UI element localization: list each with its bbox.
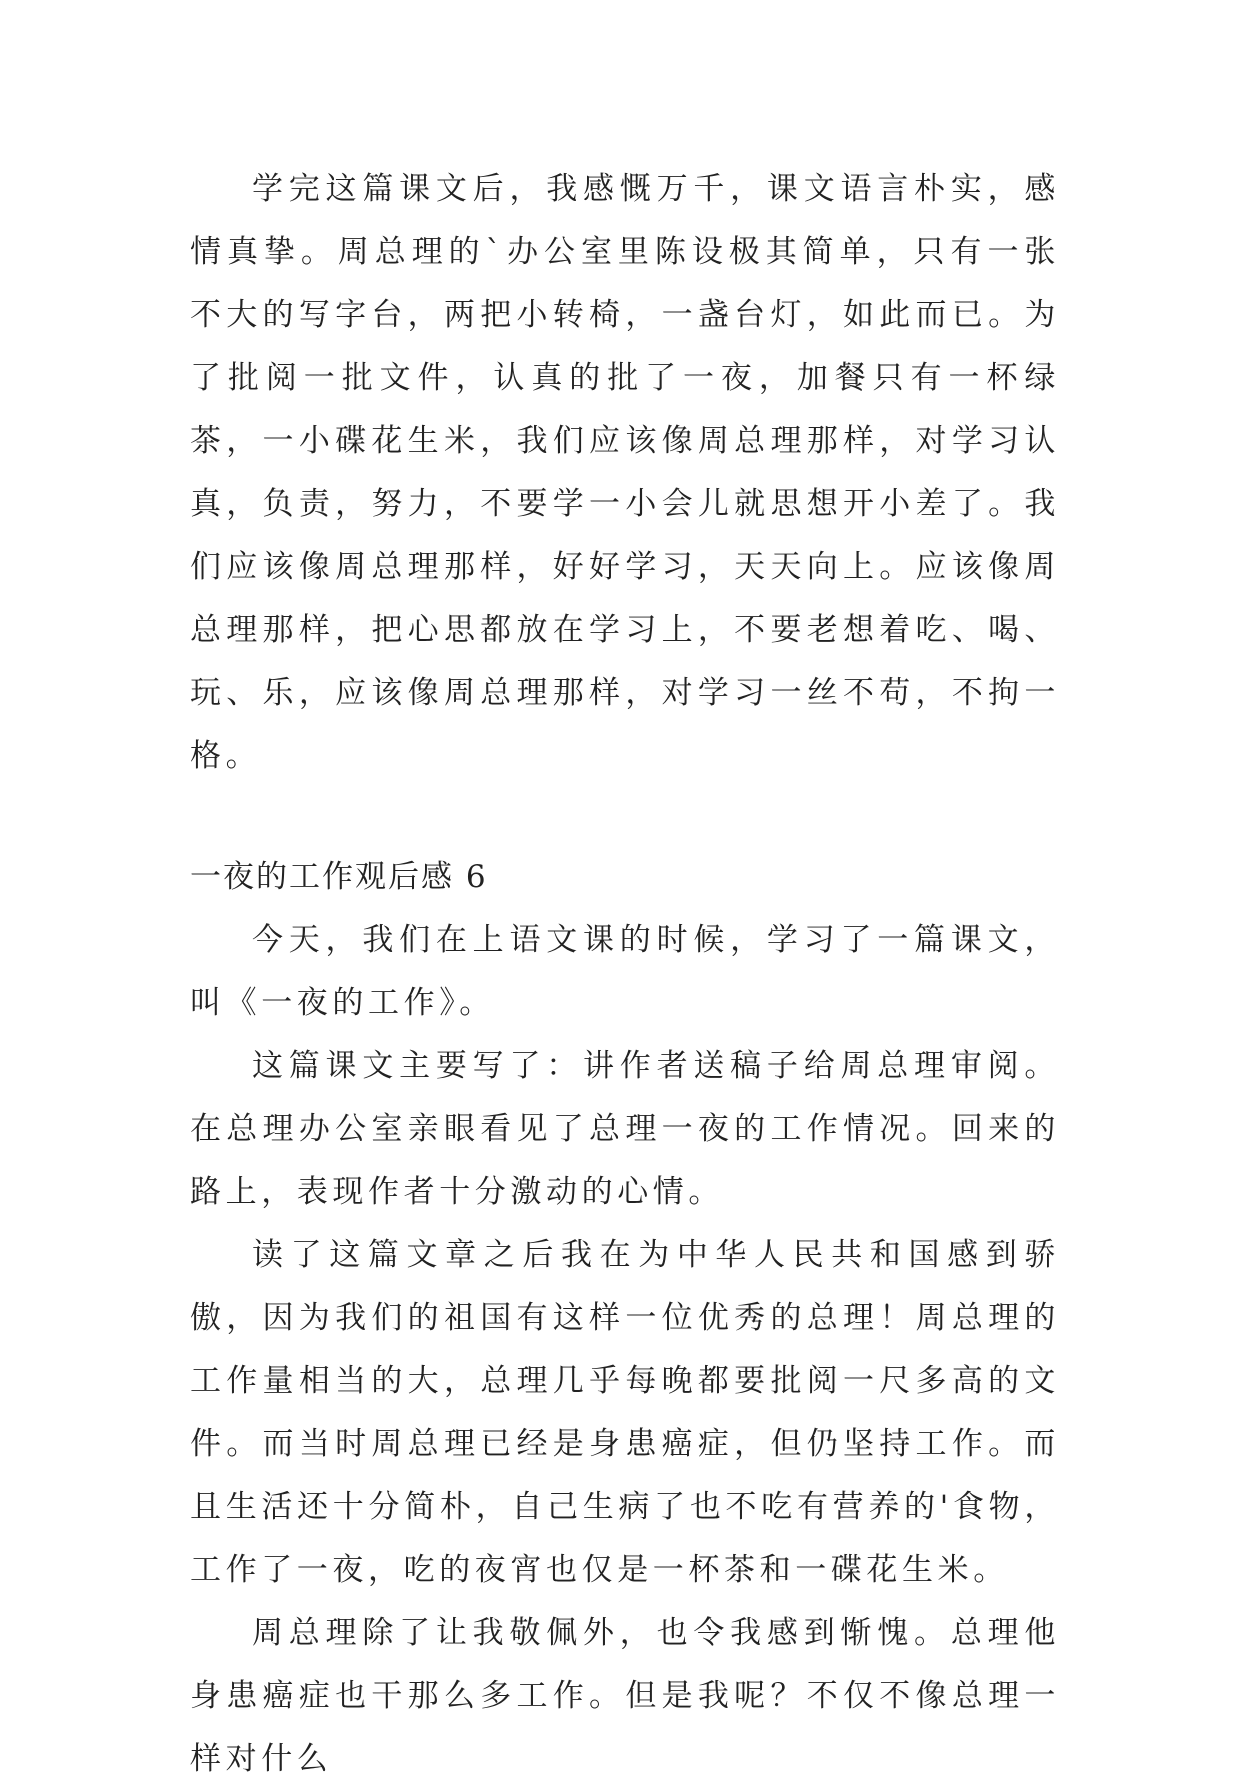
paragraph-4: 周总理除了让我敬佩外，也令我感到惭愧。总理他身患癌症也干那么多工作。但是我呢？不仅不像总理一样对什么 [190,1615,1060,1777]
intro-paragraph: 学完这篇课文后，我感慨万千，课文语言朴实，感情真挚。周总理的`办公室里陈设极其简单，只有一张不大的写字台，两把小转椅，一盏台灯，如此而已。为了批阅一批文件，认真的批了一夜，加餐只有一杯绿茶，一小碟花生米，我们应该像周总理那样，对学习认真，负责，努力，不要学一小会儿就思想开小差了。我们应该像周总理那样，好好学习，天天向上。应该像周总理那样，把心思都放在学习上，不要老想着吃、喝、玩、乐，应该像周总理那样，对学习一丝不苟，不拘一格。 [190,171,1060,774]
document-page [190,158,1060,1791]
section-heading: 一夜的工作观后感 6 [190,859,488,895]
paragraph-3: 读了这篇文章之后我在为中华人民共和国感到骄傲，因为我们的祖国有这样一位优秀的总理！周总理的工作量相当的大，总理几乎每晚都要批阅一尺多高的文件。而当时周总理已经是身患癌症，但仍坚持工作。而且生活还十分简朴，自己生病了也不吃有营养的'食物，工作了一夜，吃的夜宵也仅是一杯茶和一碟花生米。 [190,1237,1060,1588]
paragraph-1: 今天，我们在上语文课的时候，学习了一篇课文，叫《一夜的工作》。 [190,922,1060,1021]
paragraph-2: 这篇课文主要写了：讲作者送稿子给周总理审阅。在总理办公室亲眼看见了总理一夜的工作情况。回来的路上，表现作者十分激动的心情。 [190,1048,1060,1210]
